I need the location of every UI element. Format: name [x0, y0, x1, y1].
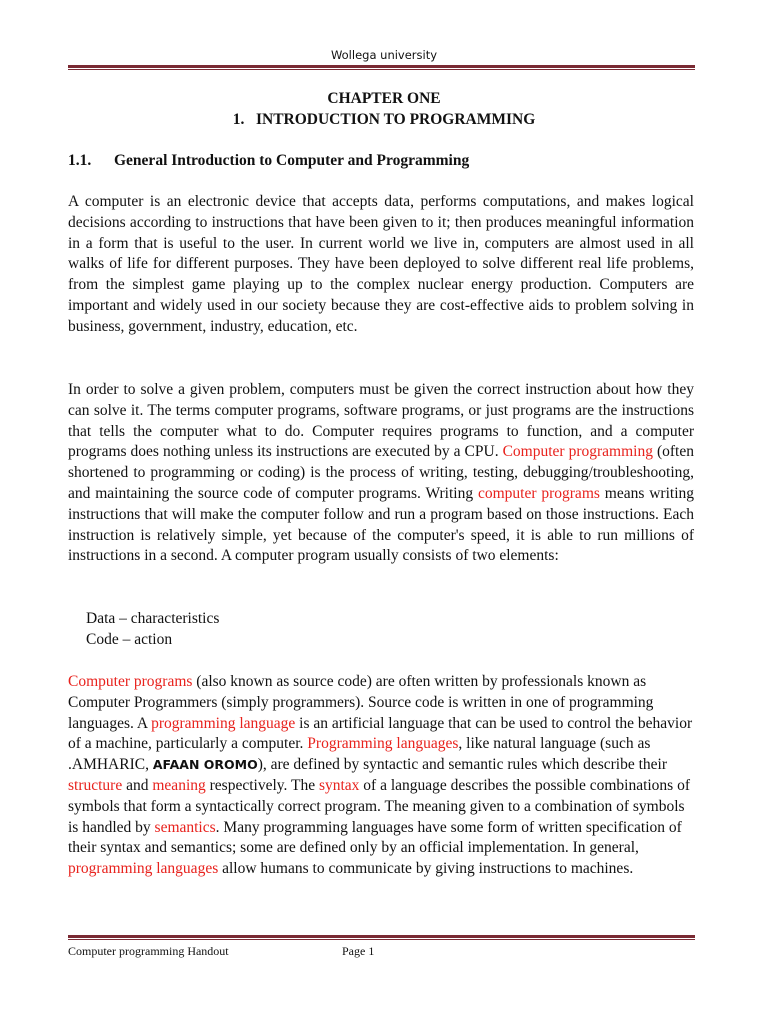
p2-text-3: means writing instructions that will make the computer follow and run a program based on those instructions. Each instruction is relatively simple, yet because of the computer's speed, it is able to run millions of instructions in a second. A computer program usually consists of two elements:: [68, 484, 694, 565]
p3-text-6: respectively. The: [205, 776, 319, 794]
chapter-title: CHAPTER ONE: [327, 90, 441, 107]
p3-text-7: of a language describes the possible combinations of symbols that form a syntactically correct program. The meaning given to a combination of symbols is handled by: [68, 776, 691, 836]
list-item-code: Code – action: [86, 631, 173, 648]
section-heading: [68, 152, 469, 170]
p3-text-5: and: [122, 776, 153, 794]
link-structure[interactable]: structure: [68, 776, 123, 794]
p3-text-8: . Many programming languages have some form of written specification of their syntax and semantics; some are defined only by an official implementation. In general,: [68, 818, 682, 857]
section-number: 1.1.: [68, 152, 92, 169]
p3-text-1: (also known as source code) are often written by professionals known as Computer Programmers (simply programmers). Source code is written in one of programming languages. A: [68, 673, 654, 732]
link-computer-programs-2[interactable]: Computer programs: [68, 673, 193, 690]
p3-text-3: , like natural language (such as .AMHARIC,: [68, 735, 651, 774]
p2-text-2: (often shortened to programming or coding) is the process of writing, testing, debugging/troubleshooting, and maintaining the source code of computer programs. Writing: [68, 443, 694, 502]
afaan-oromo-label: AFAAN OROMO: [152, 757, 258, 773]
footer-title: Computer programming Handout: [68, 944, 229, 958]
page-number: Page 1: [342, 944, 375, 958]
link-programming-languages[interactable]: Programming languages: [307, 735, 459, 753]
p2-text-1: In order to solve a given problem, computers must be given the correct instruction about how they can solve it. The terms computer programs, software programs, or just programs are the instructions that tells the computer what to do. Computer requires programs to function, and a computer programs does nothing unless its instructions are executed by a CPU.: [68, 381, 694, 461]
section-title: General Introduction to Computer and Programming: [114, 152, 470, 169]
page-header: Wollega university: [330, 48, 438, 62]
link-semantics[interactable]: semantics: [154, 818, 216, 836]
p3-text-9: allow humans to communicate by giving instructions to machines.: [218, 860, 634, 878]
paragraph-2: [68, 380, 694, 567]
chapter-subtitle: 1. INTRODUCTION TO PROGRAMMING: [232, 111, 536, 128]
p3-text-4: ), are defined by syntactic and semantic rules which describe their: [257, 756, 668, 774]
list-item-data: Data – characteristics: [86, 610, 220, 627]
link-computer-programs[interactable]: computer programs: [477, 484, 600, 502]
paragraph-3: [68, 672, 694, 880]
link-programming-languages-2[interactable]: programming languages: [68, 860, 219, 878]
link-programming-language[interactable]: programming language: [151, 714, 296, 732]
header-rule: [68, 65, 695, 70]
footer-rule: [68, 935, 695, 940]
paragraph-1: A computer is an electronic device that accepts data, performs computations, and makes logical decisions according to instructions that have been given to it; then produces meaningful information in a form that is useful to the user. In current world we live in, computers are almost used in all walks of life for different purposes. They have been deployed to solve different real life problems, from the simplest game playing up to the complex nuclear energy production. Computers are important and widely used in our society because they are cost-effective aids to problem solving in business, government, industry, education, etc.: [68, 193, 694, 335]
link-syntax[interactable]: syntax: [318, 776, 360, 794]
p3-text-2: is an artificial language that can be used to control the behavior of a machine, particularly a computer.: [68, 714, 693, 753]
link-meaning[interactable]: meaning: [152, 776, 206, 794]
link-computer-programming[interactable]: Computer programming: [502, 443, 653, 461]
